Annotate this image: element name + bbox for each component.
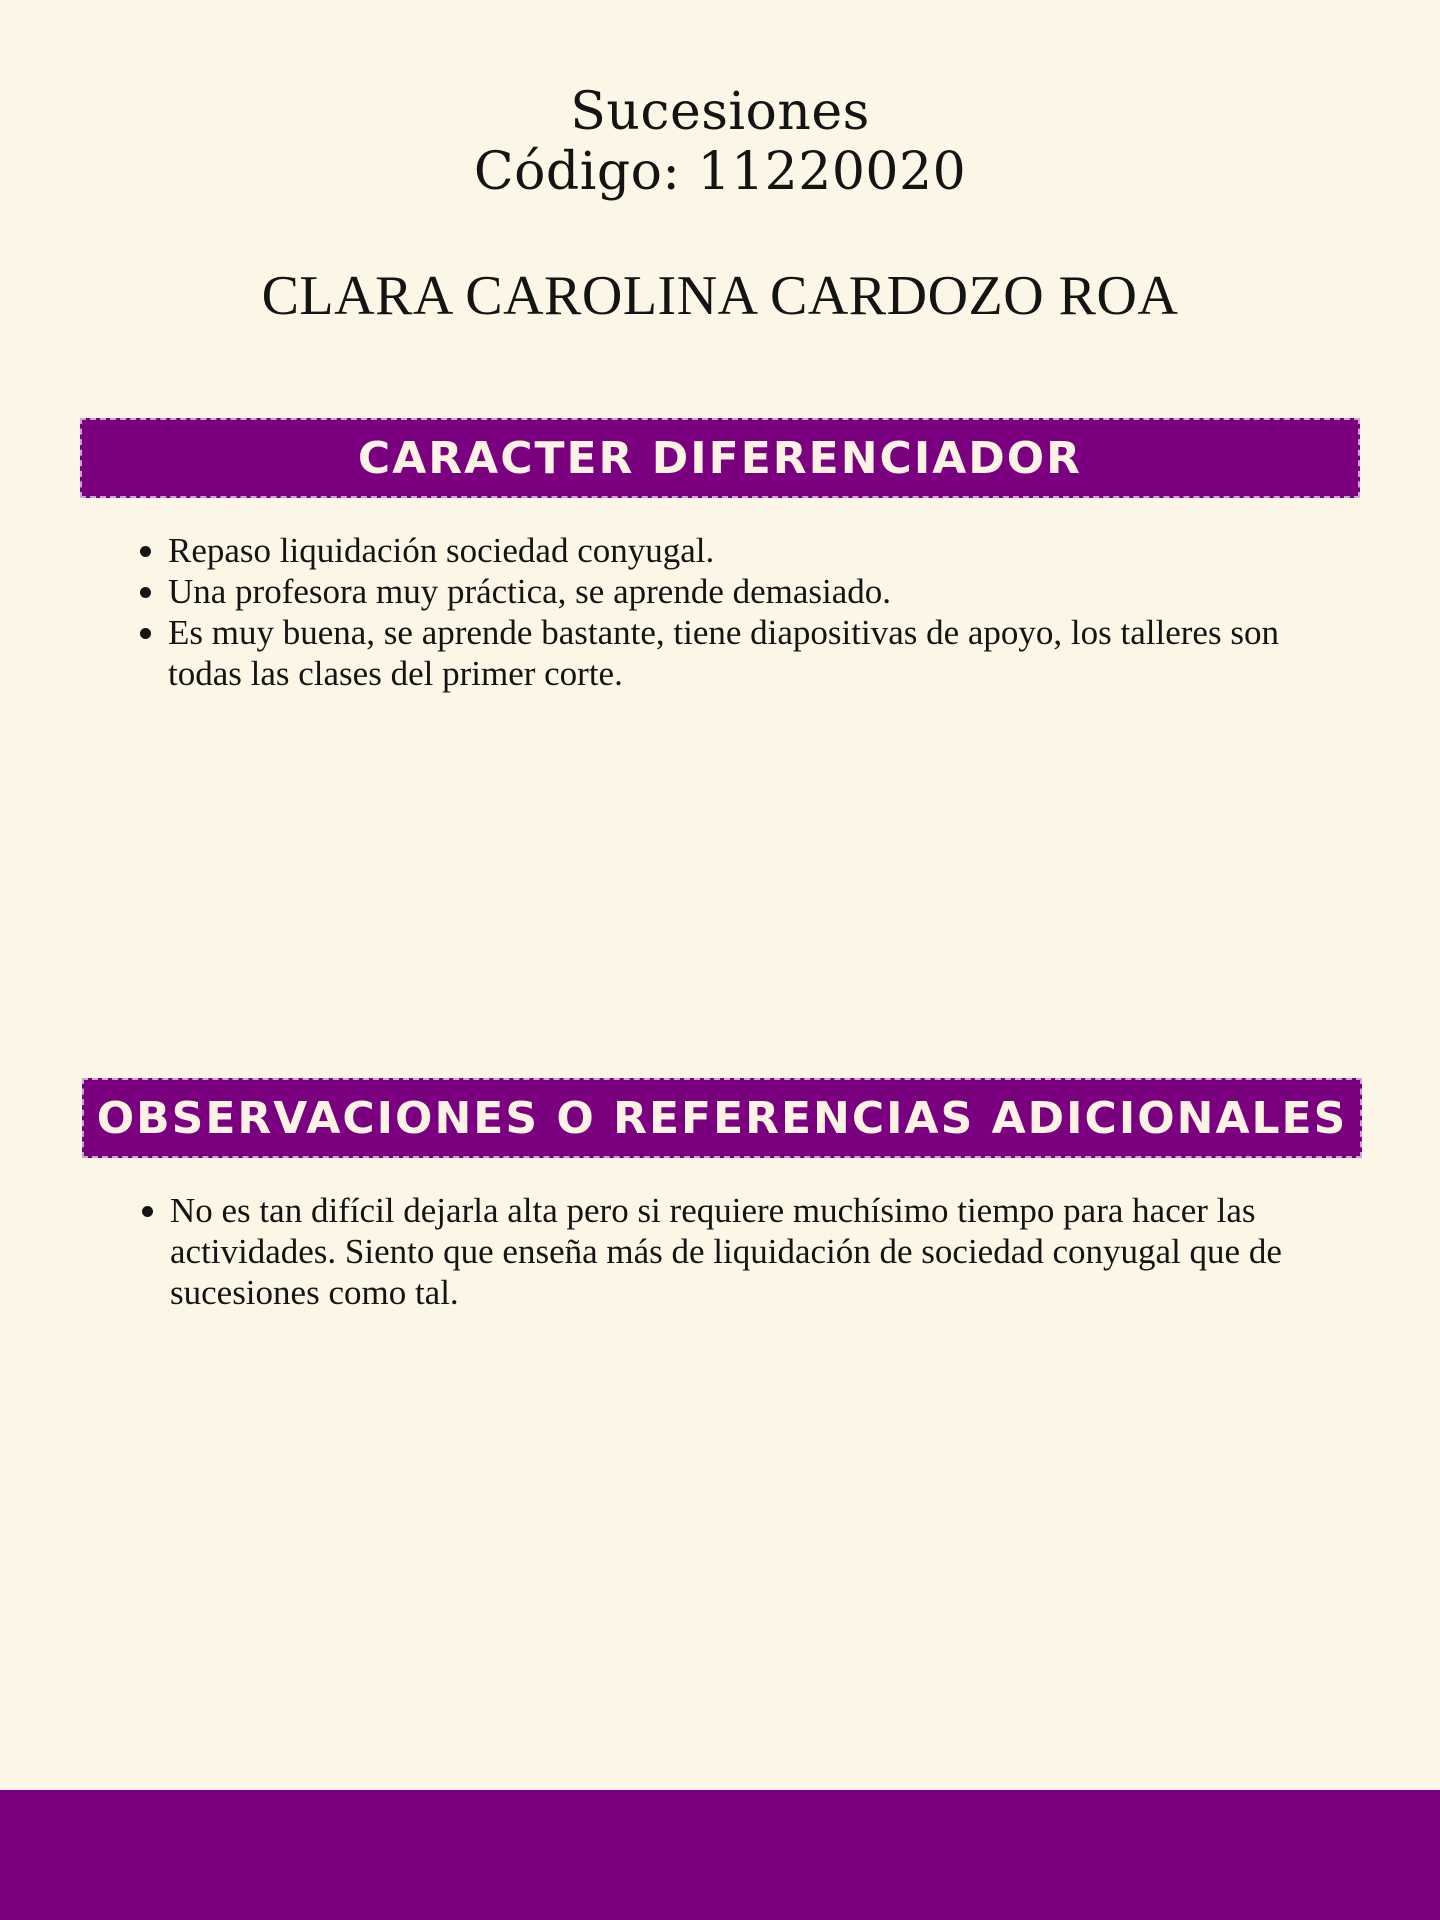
section-list-observaciones: [170, 1190, 1340, 1313]
footer-bar: [0, 1790, 1440, 1920]
course-code: Código: 11220020: [473, 142, 967, 202]
section-title: OBSERVACIONES O REFERENCIAS ADICIONALES: [96, 1092, 1348, 1144]
list-item: No es tan difícil dejarla alta pero si requiere muchísimo tiempo para hacer las actividades. Siento que enseña más de liquidación de sociedad conyugal que de sucesiones como tal.: [170, 1190, 1340, 1313]
section-list-caracter: [168, 530, 1348, 694]
list-item: Es muy buena, se aprende bastante, tiene diapositivas de apoyo, los talleres son todas las clases del primer corte.: [168, 612, 1348, 694]
list-item: Una profesora muy práctica, se aprende demasiado.: [168, 571, 1348, 612]
list-item: Repaso liquidación sociedad conyugal.: [168, 530, 1348, 571]
document-header: [0, 82, 1440, 202]
section-banner-observaciones: [82, 1078, 1362, 1158]
course-title: Sucesiones: [570, 82, 870, 142]
section-title: CARACTER DIFERENCIADOR: [357, 432, 1083, 484]
professor-name: CLARA CAROLINA CARDOZO ROA: [261, 265, 1179, 327]
section-banner-caracter: [80, 418, 1360, 498]
